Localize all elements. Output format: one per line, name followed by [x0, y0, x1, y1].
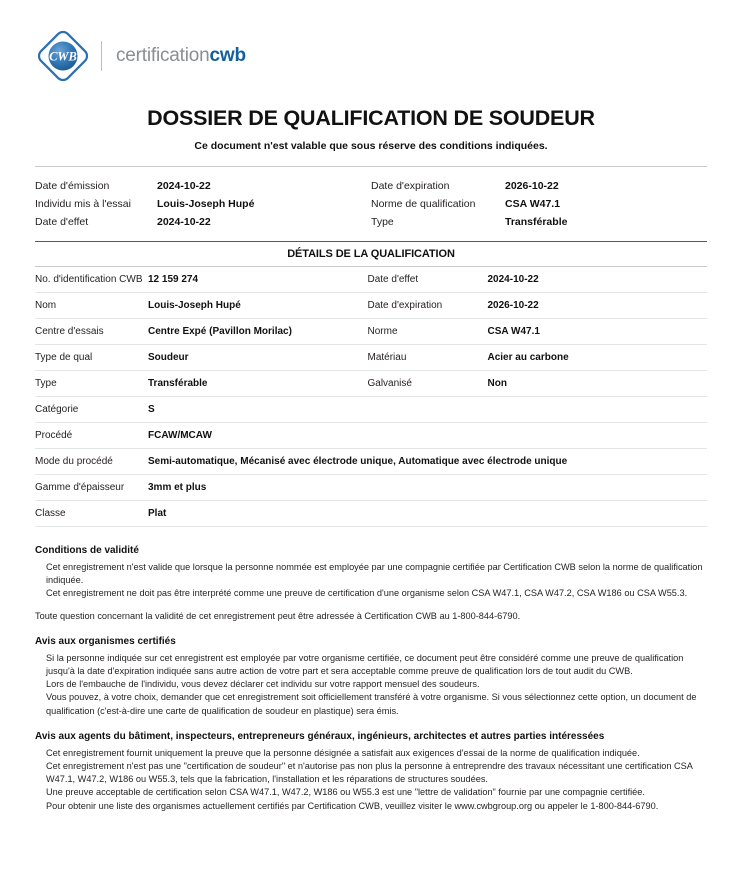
note-paragraph: Pour obtenir une liste des organismes actuellement certifiés par Certification CWB, veuillez visiter le www.cwbgroup.org ou appeler le 1-800-844-6790. — [46, 800, 659, 811]
detail-value: Transférable — [148, 371, 368, 397]
info-value: CSA W47.1 — [505, 198, 561, 210]
wordmark-cwb: cwb — [209, 45, 246, 66]
detail-key: Type — [35, 371, 148, 397]
detail-key: Matériau — [368, 345, 488, 371]
info-row-individual — [35, 195, 371, 213]
detail-value: Acier au carbone — [488, 345, 708, 371]
detail-value: Non — [488, 371, 708, 397]
detail-key: Date d'effet — [368, 267, 488, 293]
detail-value: FCAW/MCAW — [148, 423, 707, 449]
note-paragraph: Cet enregistrement n'est valide que lorsque la personne nommée est employée par une compagnie certifiée par Certification CWB selon la norme de qualification indiquée. — [46, 562, 703, 586]
detail-key: Gamme d'épaisseur — [35, 475, 148, 501]
info-value: 2024-10-22 — [157, 216, 211, 228]
detail-key: Norme — [368, 319, 488, 345]
header-info-grid — [35, 167, 707, 241]
detail-key: Type de qual — [35, 345, 148, 371]
table-row — [35, 501, 707, 527]
detail-key: Date d'expiration — [368, 293, 488, 319]
brand-header — [35, 0, 707, 86]
table-row — [35, 371, 707, 397]
detail-key: Centre d'essais — [35, 319, 148, 345]
info-row-effective-date — [35, 213, 371, 231]
info-value: Transférable — [505, 216, 568, 228]
table-row — [35, 319, 707, 345]
detail-value: S — [148, 397, 707, 423]
header-info-left-column — [35, 177, 371, 231]
info-row-issue-date — [35, 177, 371, 195]
info-label: Date d'émission — [35, 180, 110, 192]
info-value: 2026-10-22 — [505, 180, 559, 192]
detail-key: Nom — [35, 293, 148, 319]
table-row — [35, 449, 707, 475]
detail-value: Centre Expé (Pavillon Morilac) — [148, 319, 368, 345]
note-heading: Avis aux organismes certifiés — [35, 635, 176, 647]
note-spacer — [35, 601, 707, 610]
detail-value: 2026-10-22 — [488, 293, 708, 319]
detail-key: Catégorie — [35, 397, 148, 423]
info-row-expiry-date — [371, 177, 707, 195]
detail-key: Galvanisé — [368, 371, 488, 397]
detail-key: Classe — [35, 501, 148, 527]
info-label: Type — [371, 216, 394, 228]
page-subtitle: Ce document n'est valable que sous réserve des conditions indiquées. — [194, 140, 548, 152]
detail-value: Louis-Joseph Hupé — [148, 293, 368, 319]
note-paragraph: Cet enregistrement ne doit pas être interprété comme une preuve de certification d'une organisme selon CSA W47.1, CSA W47.2, CSA W186 ou CSA W55.3. — [46, 588, 688, 599]
cwb-diamond-logo-icon — [35, 28, 91, 84]
qualification-details-table — [35, 267, 707, 527]
brand-wordmark — [116, 45, 246, 67]
table-row — [35, 267, 707, 293]
note-block-certified-organizations — [35, 636, 707, 718]
detail-value: 3mm et plus — [148, 475, 707, 501]
info-row-type — [371, 213, 707, 231]
document-content — [35, 0, 707, 826]
note-paragraph: Vous pouvez, à votre choix, demander que cet enregistrement soit officiellement transféré à votre organisme. Si vous sélectionnez cette option, un document de qualification (c'est-à-dire une carte de qualification de soudeur en plastique) sera émis. — [46, 692, 697, 716]
notes-sections — [35, 545, 707, 813]
table-row — [35, 293, 707, 319]
detail-value: CSA W47.1 — [488, 319, 708, 345]
table-row — [35, 345, 707, 371]
details-section-title: DÉTAILS DE LA QUALIFICATION — [35, 241, 707, 267]
detail-value: Plat — [148, 501, 707, 527]
info-label: Individu mis à l'essai — [35, 198, 131, 210]
detail-key: Mode du procédé — [35, 449, 148, 475]
brand-divider — [101, 41, 102, 71]
note-block-other-interested-parties — [35, 731, 707, 813]
table-row — [35, 397, 707, 423]
wordmark-certification: certification — [116, 45, 210, 66]
note-paragraph: Toute question concernant la validité de cet enregistrement peut être adressée à Certification CWB au 1-800-844-6790. — [35, 610, 521, 621]
note-paragraph: Une preuve acceptable de certification selon CSA W47.1, W47.2, W186 ou W55.3 est une "lettre de validation" fournie par une compagnie certifiée. — [46, 787, 645, 798]
note-paragraph: Lors de l'embauche de l'individu, vous devez déclarer cet individu sur votre rapport mensuel des soudeurs. — [46, 679, 480, 690]
detail-key: Procédé — [35, 423, 148, 449]
table-row — [35, 475, 707, 501]
detail-value: Soudeur — [148, 345, 368, 371]
table-row — [35, 423, 707, 449]
page-title: DOSSIER DE QUALIFICATION DE SOUDEUR — [147, 106, 595, 130]
detail-value: 12 159 274 — [148, 267, 368, 293]
note-heading: Avis aux agents du bâtiment, inspecteurs, entrepreneurs généraux, ingénieurs, architectes et autres parties intéressées — [35, 730, 605, 742]
info-label: Norme de qualification — [371, 198, 476, 210]
note-paragraph: Cet enregistrement n'est pas une "certification de soudeur" et n'autorise pas non plus la personne à entreprendre des travaux nécessitant une certification CSA W47.1, W47.2, W186 ou W55.3, tels que la fabrication, l'installation et les réparations de structures soudées. — [46, 761, 693, 785]
detail-value: 2024-10-22 — [488, 267, 708, 293]
info-value: 2024-10-22 — [157, 180, 211, 192]
info-row-qualification-standard — [371, 195, 707, 213]
info-label: Date d'expiration — [371, 180, 450, 192]
detail-value: Semi-automatique, Mécanisé avec électrode unique, Automatique avec électrode unique — [148, 449, 707, 475]
note-paragraph: Cet enregistrement fournit uniquement la preuve que la personne désignée a satisfait aux exigences d'essai de la norme de qualification indiquée. — [46, 747, 640, 758]
detail-key: No. d'identification CWB — [35, 267, 148, 293]
note-block-validity-conditions — [35, 545, 707, 623]
info-value: Louis-Joseph Hupé — [157, 198, 255, 210]
header-info-right-column — [371, 177, 707, 231]
svg-text:CWB: CWB — [49, 49, 77, 64]
info-label: Date d'effet — [35, 216, 89, 228]
note-heading: Conditions de validité — [35, 545, 139, 556]
note-paragraph: Si la personne indiquée sur cet enregistrent est employée par votre organisme certifiée, ce document peut être considéré comme une preuve de qualification jusqu'à la date d'expiration indiquée sans autre action de votre part et sera acceptable comme preuve de qualification lors de tout audit du CWB. — [46, 652, 684, 677]
